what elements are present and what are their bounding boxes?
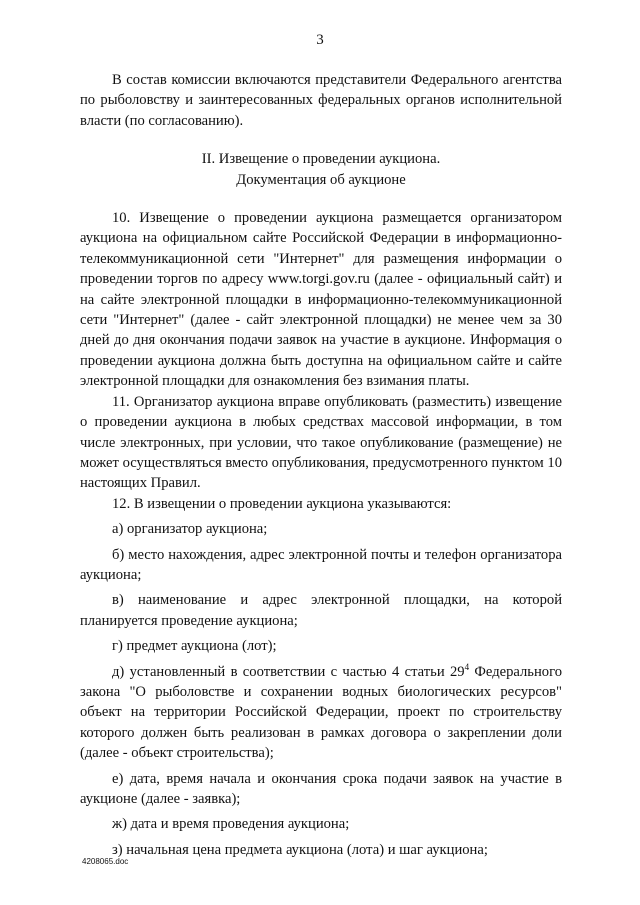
item-z: з) начальная цена предмета аукциона (лота) и шаг аукциона; (112, 841, 488, 858)
item-d-part1: д) установленный в соответствии с частью 4 статьи 29 (112, 663, 465, 680)
item-g: г) предмет аукциона (лот); (112, 638, 277, 655)
document-body (80, 70, 562, 860)
section-heading-line1: II. Извещение о проведении аукциона. (201, 151, 441, 168)
page-number: 3 (316, 32, 324, 48)
item-a: а) организатор аукциона; (112, 521, 268, 538)
file-name-footer: 4208065.doc (82, 857, 129, 866)
item-d-superscript: 4 (464, 661, 470, 672)
intro-paragraph: В состав комиссии включаются представители Федерального агентства по рыболовству и заинтересованных федеральных органов исполнительной власти (по согласованию). (80, 72, 562, 129)
item-v: в) наименование и адрес электронной площадки, на которой планируется проведение аукциона; (80, 592, 562, 629)
item-b: б) место нахождения, адрес электронной почты и телефон организатора аукциона; (80, 546, 562, 583)
paragraph-11: 11. Организатор аукциона вправе опубликовать (разместить) извещение о проведении аукциона в любых средствах массовой информации, в том числе электронных, при условии, что такое опубликование (размещение) не может осуществляться вместо опубликования, предусмотренного пунктом 10 настоящих Правил. (80, 393, 562, 492)
item-zh: ж) дата и время проведения аукциона; (112, 816, 350, 833)
section-heading (80, 149, 562, 190)
paragraph-10: 10. Извещение о проведении аукциона размещается организатором аукциона на официальном сайте Российской Федерации в информационно-телекоммуникационной сети "Интернет" для размещения информации о проведении торгов по адресу www.torgi.gov.ru (далее - официальный сайт) и на сайте электронной площадки в информационно-телекоммуникационной сети "Интернет" (далее - сайт электронной площадки) не менее чем за 30 дней до дня окончания подачи заявок на участие в аукционе. Информация о проведении аукциона должна быть доступна на официальном сайте и сайте электронной площадки для ознакомления без взимания платы. (80, 210, 562, 390)
section-heading-line2: Документация об аукционе (236, 171, 406, 188)
item-d-part2: Федерального закона "О рыболовстве и сохранении водных биологических ресурсов" объект на территории Российской Федерации, проект по строительству которого должен быть реализован в рамках договора о закреплении доли (далее - объект строительства); (80, 663, 562, 762)
item-e: е) дата, время начала и окончания срока подачи заявок на участие в аукционе (далее - заявка); (80, 770, 562, 807)
paragraph-12: 12. В извещении о проведении аукциона указываются: (112, 495, 452, 512)
item-d (80, 662, 562, 764)
